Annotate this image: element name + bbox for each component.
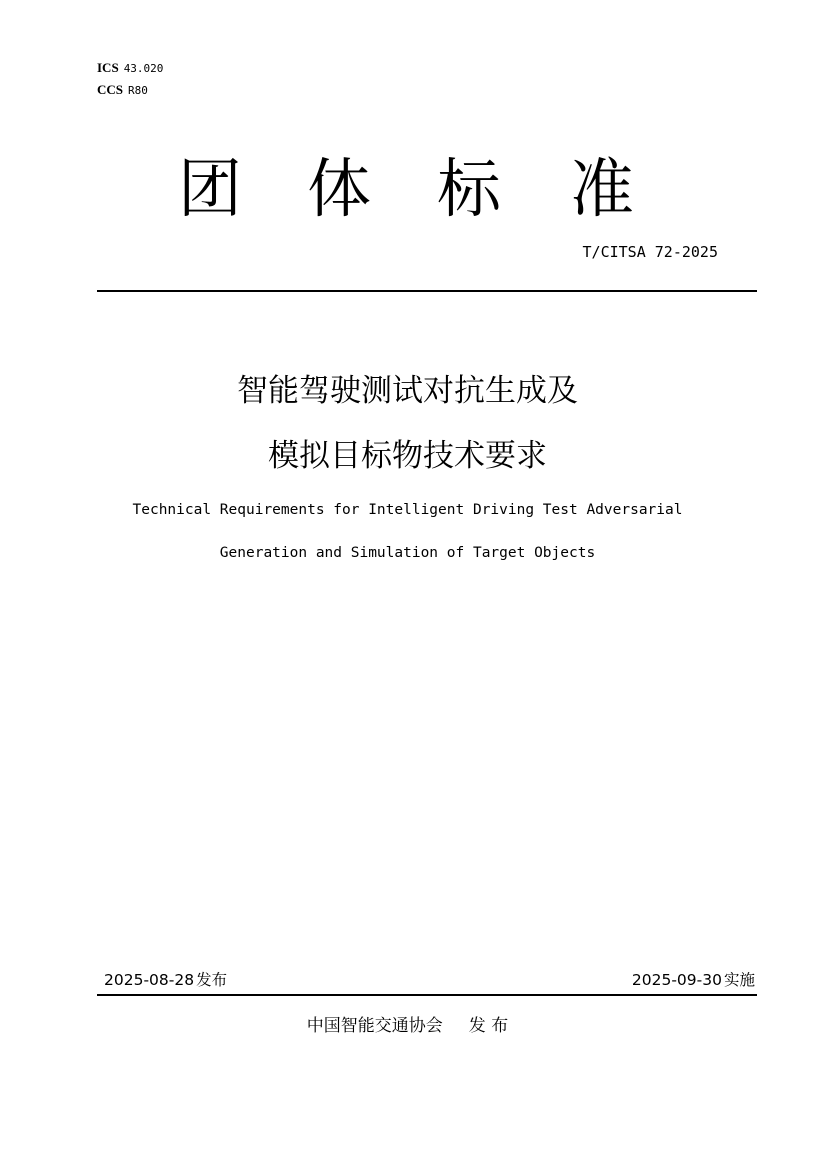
issue-date	[104, 970, 227, 990]
ccs-code	[97, 83, 148, 98]
standard-number: T/CITSA 72-2025	[582, 243, 718, 261]
english-title-line-2: Generation and Simulation of Target Objects	[219, 545, 596, 561]
bottom-divider	[97, 994, 757, 996]
issue-date-value: 2025-08-28	[104, 971, 195, 989]
standard-type-char: 准	[570, 153, 634, 227]
publisher-name: 中国智能交通协会	[306, 1016, 443, 1036]
standard-type-heading	[170, 152, 650, 228]
publisher-line	[0, 1015, 815, 1037]
standard-type-char: 标	[437, 153, 501, 227]
ics-label: ICS	[97, 60, 119, 75]
issue-date-label: 发布	[196, 971, 228, 989]
ccs-label: CCS	[97, 82, 124, 97]
implementation-date	[632, 970, 755, 990]
publisher-action: 发 布	[468, 1016, 509, 1036]
ccs-value: R80	[128, 84, 148, 97]
implementation-date-value: 2025-09-30	[631, 971, 722, 989]
top-divider	[97, 290, 757, 292]
standard-type-char: 团	[178, 153, 242, 227]
chinese-title-line-2: 模拟目标物技术要求	[268, 438, 547, 474]
ics-code	[97, 61, 163, 76]
standard-type-char: 体	[307, 153, 371, 227]
ics-value: 43.020	[123, 62, 164, 75]
implementation-date-label: 实施	[723, 971, 755, 989]
chinese-title-line-1: 智能驾驶测试对抗生成及	[237, 373, 578, 409]
english-title-line-1: Technical Requirements for Intelligent Driving Test Adversarial	[132, 502, 683, 518]
